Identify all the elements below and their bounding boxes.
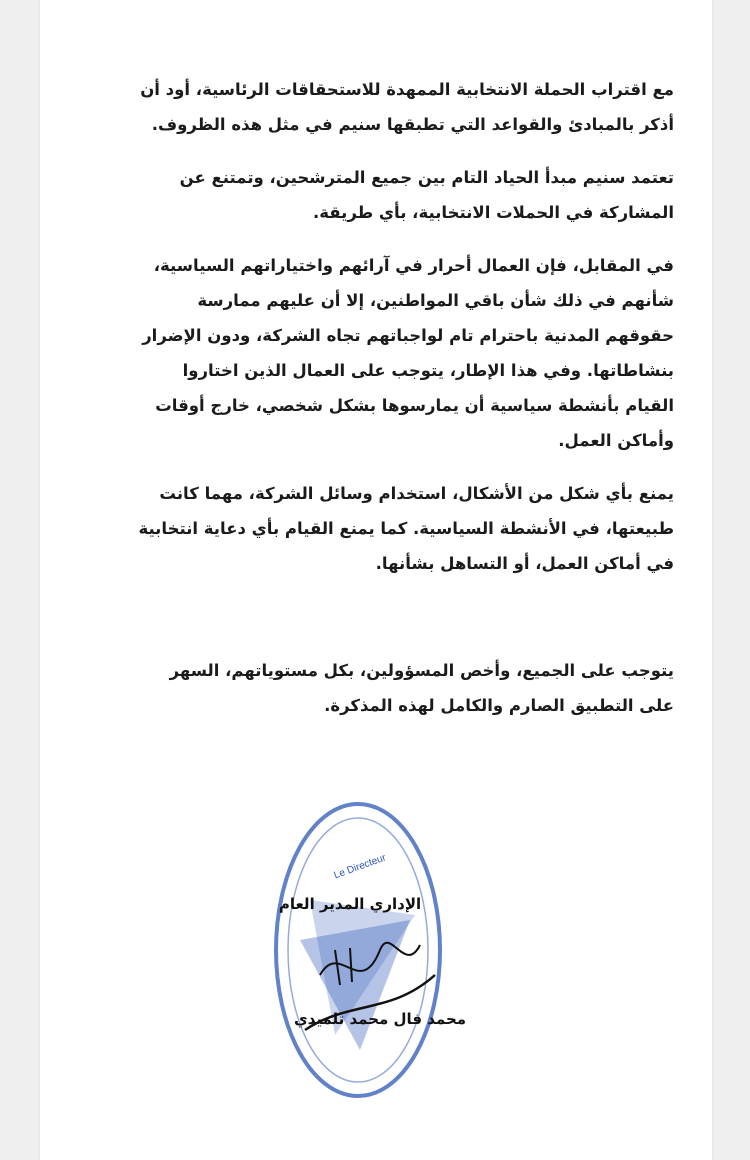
paragraph-1: مع اقتراب الحملة الانتخابية الممهدة للاستحقاقات الرئاسية، أود أن أذكر بالمبادئ والقواعد التي تطبقها سنيم في مثل هذه الظروف. [140,80,674,134]
paragraph-5: يتوجب على الجميع، وأخص المسؤولين، بكل مستوياتهم، السهر على التطبيق الصارم والكامل لهذه المذكرة. [169,661,674,715]
memo-body [132,72,674,741]
viewer-left-margin [0,0,40,1160]
signature-title: الإداري المدير العام [278,895,422,913]
signature-block [240,800,467,1100]
document-page [40,0,712,1160]
paragraph-4: يمنع بأي شكل من الأشكال، استخدام وسائل الشركة، مهما كانت طبيعتها، في الأنشطة السياسية. كما يمنع القيام بأي دعاية انتخابية في أماكن العمل، أو التساهل بشأنها. [138,484,674,573]
stamp-icon [240,800,460,1100]
viewer-right-margin [712,0,750,1160]
stamp-text: Le Directeur [332,852,388,882]
signature-name: محمد فال محمد تلميدي [293,1010,467,1028]
paragraph-3: في المقابل، فإن العمال أحرار في آرائهم واختياراتهم السياسية، شأنهم في ذلك شأن باقي المواطنين، إلا أن عليهم ممارسة حقوقهم المدنية باحترام تام لواجباتهم تجاه الشركة، ودون الإضرار بنشاطاتها. وفي هذا الإطار، يتوجب على العمال الذين اختاروا القيام بأنشطة سياسية أن يمارسوها بشكل شخصي، خارج أوقات وأماكن العمل. [142,256,674,450]
paragraph-2: تعتمد سنيم مبدأ الحياد التام بين جميع المترشحين، وتمتنع عن المشاركة في الحملات الانتخابية، بأي طريقة. [179,168,674,222]
